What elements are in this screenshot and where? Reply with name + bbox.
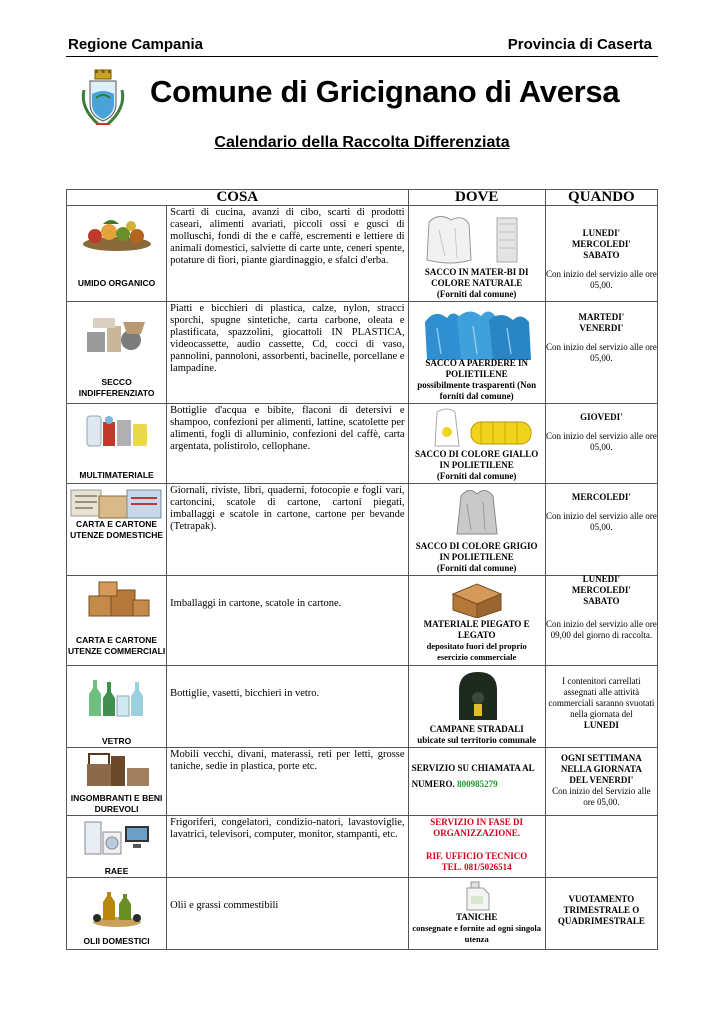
- where-text: [411, 358, 543, 402]
- category-cell: [67, 404, 167, 484]
- description-cell: [167, 302, 408, 404]
- white-bag-icon: [417, 210, 537, 266]
- page-header: [66, 36, 658, 57]
- jerrycan-icon: [463, 880, 493, 912]
- mixed-waste-icon: [81, 312, 153, 356]
- category-label: INGOMBRANTI E BENI DUREVOLI: [70, 793, 163, 814]
- where-text: [411, 541, 543, 574]
- table-row: [67, 302, 658, 404]
- description-text: Bottiglie d'acqua e bibite, flaconi di detersivi e shampoo, confezioni per alimenti, lattine, scatolette per alimenti, fogli di alluminio, confezioni del caffè, carta argentata, polistirolo, cellophane.: [170, 405, 405, 452]
- where-note: (Forniti dal comune): [436, 563, 517, 573]
- description-cell: [167, 816, 408, 878]
- when-note: Con inizio del servizio alle ore 05,00.: [546, 511, 657, 532]
- where-main: SACCO DI COLORE GRIGIO IN POLIETILENE: [415, 541, 538, 562]
- where-main: CAMPANE STRADALI: [429, 724, 524, 734]
- description-text: Bottiglie, vasetti, bicchieri in vetro.: [170, 688, 320, 699]
- category-label: CARTA E CARTONE UTENZE DOMESTICHE: [70, 519, 164, 540]
- cardboard-bundle-icon: [449, 580, 505, 618]
- description-text: Piatti e bicchieri di plastica, calze, nylon, stracci sporchi, spugne sintetiche, carta carbone, oleata e plastificata, spazzolini, giocattoli IN PLASTICA, videocassette, audio cassette, Cd, cocci di vaso, pannolini, pannoloni, assorbenti, bacinelle, porcellane e lampadine.: [170, 303, 405, 374]
- table-row: [67, 576, 658, 666]
- table-row: [67, 878, 658, 950]
- where-note: consegnate e fornite ad ogni singola utenza: [412, 923, 542, 944]
- where-cell: [408, 484, 545, 576]
- where-note: (Forniti dal comune): [436, 289, 517, 299]
- description-text: Olii e grassi commestibili: [170, 900, 279, 911]
- where-number: 800985279: [457, 779, 498, 789]
- where-cell: [408, 206, 545, 302]
- oil-bottles-icon: [81, 890, 153, 928]
- description-text: Frigoriferi, congelatori, condizio-natori, lavastoviglie, lavatrici, televisori, computer, monitor, stampanti, etc.: [170, 817, 405, 840]
- category-cell: [67, 302, 167, 404]
- when-days: MERCOLEDI': [571, 492, 631, 502]
- when-cell: [545, 666, 657, 748]
- when-note: Con inizio del servizio alle ore 09,00 del giorno di raccolta.: [546, 619, 657, 640]
- column-header-quando: QUANDO: [545, 190, 657, 206]
- grey-bag-icon: [453, 486, 501, 536]
- column-header-cosa: COSA: [67, 190, 409, 206]
- category-label: VETRO: [101, 736, 132, 746]
- category-cell: [67, 206, 167, 302]
- when-cell: [545, 484, 657, 576]
- collection-calendar-table: [66, 189, 658, 950]
- blue-bags-icon: [423, 304, 533, 362]
- when-cell: [545, 878, 657, 950]
- province-label: Provincia di Caserta: [507, 36, 652, 53]
- where-text: [411, 619, 543, 663]
- table-header-row: [67, 190, 658, 206]
- where-text: [409, 748, 545, 792]
- category-cell: [67, 878, 167, 950]
- category-label: SECCO INDIFFERENZIATO: [78, 377, 155, 398]
- where-cell: [408, 878, 545, 950]
- when-cell: [545, 302, 657, 404]
- where-cell: [408, 748, 545, 816]
- where-note: (Forniti dal comune): [436, 471, 517, 481]
- region-label: Regione Campania: [68, 36, 204, 53]
- when-note: Con inizio del servizio alle ore 05,00.: [546, 342, 657, 363]
- when-days: GIOVEDI': [580, 412, 623, 422]
- when-days: LUNEDI: [583, 720, 619, 730]
- category-cell: [67, 816, 167, 878]
- where-text: [411, 724, 543, 746]
- when-days: LUNEDI' MERCOLEDI' SABATO: [571, 574, 631, 606]
- multimaterial-icon: [81, 410, 153, 448]
- description-cell: [167, 404, 408, 484]
- table-row: [67, 206, 658, 302]
- description-cell: [167, 878, 408, 950]
- when-days: VUOTAMENTO TRIMESTRALE O QUADRIMESTRALE: [557, 894, 645, 926]
- appliances-icon: [81, 818, 153, 856]
- when-days: LUNEDI' MERCOLEDI' SABATO: [571, 228, 631, 260]
- when-days: OGNI SETTIMANA NELLA GIORNATA DEL VENERDI': [560, 753, 642, 785]
- organic-waste-icon: [81, 214, 153, 252]
- category-label: MULTIMATERIALE: [79, 470, 154, 480]
- where-main: SERVIZIO IN FASE DI ORGANIZZAZIONE.: [430, 817, 524, 838]
- where-text: [411, 912, 543, 945]
- glass-bottles-icon: [81, 676, 153, 718]
- where-main: SACCO IN MATER-BI DI COLORE NATURALE: [424, 267, 529, 288]
- description-cell: [167, 748, 408, 816]
- when-cell: [545, 206, 657, 302]
- when-cell: [545, 404, 657, 484]
- when-note: Con inizio del Servizio alle ore 05,00.: [552, 786, 651, 807]
- where-cell: [408, 302, 545, 404]
- when-days: MARTEDI' VENERDI': [578, 312, 625, 333]
- when-note: Con inizio del servizio alle ore 05,00.: [546, 431, 657, 452]
- table-row: [67, 748, 658, 816]
- where-main: SERVIZIO SU CHIAMATA AL NUMERO.: [411, 763, 535, 789]
- where-text: [411, 267, 543, 300]
- description-text: Giornali, riviste, libri, quaderni, fotocopie e fogli vari, cartoncini, scatole di cartone, cartoni piegati, imballaggi e scatole in cartone, cartone per bevande (Tetrapak).: [170, 485, 405, 532]
- description-text: Mobili vecchi, divani, materassi, reti per letti, grosse taniche, sedie in plastica, porte etc.: [170, 749, 405, 772]
- where-main: SACCO A PAERDERE IN POLIETILENE: [425, 358, 528, 379]
- when-cell: [545, 816, 657, 878]
- table-row: [67, 666, 658, 748]
- bell-bin-icon: [453, 668, 503, 724]
- category-label: UMIDO ORGANICO: [77, 278, 156, 288]
- yellow-bags-icon: [433, 406, 533, 450]
- category-label: RAEE: [104, 866, 129, 876]
- page-title: Comune di Gricignano di Aversa: [150, 74, 620, 109]
- boxes-icon: [81, 578, 153, 616]
- where-cell: [408, 404, 545, 484]
- where-note: RIF. UFFICIO TECNICO TEL. 081/5026514: [426, 851, 528, 872]
- when-note: Con inizio del servizio alle ore 05,00.: [546, 269, 657, 290]
- where-text: [411, 449, 543, 482]
- table-row: [67, 404, 658, 484]
- column-header-dove: DOVE: [408, 190, 545, 206]
- page-subtitle: Calendario della Raccolta Differenziata: [214, 134, 510, 151]
- description-cell: [167, 666, 408, 748]
- where-main: MATERIALE PIEGATO E LEGATO: [423, 619, 530, 640]
- when-cell: [545, 748, 657, 816]
- description-cell: [167, 484, 408, 576]
- table-row: [67, 816, 658, 878]
- where-cell: [408, 666, 545, 748]
- description-text: Imballaggi in cartone, scatole in cartone.: [170, 598, 342, 609]
- table-row: [67, 484, 658, 576]
- description-cell: [167, 206, 408, 302]
- category-label: CARTA E CARTONE UTENZE COMMERCIALI: [67, 635, 166, 656]
- where-note: depositato fuori del proprio esercizio commerciale: [426, 641, 527, 662]
- where-main: SACCO DI COLORE GIALLO IN POLIETILENE: [415, 449, 539, 470]
- where-cell: [408, 816, 545, 878]
- when-cell: [545, 576, 657, 666]
- category-label: OLII DOMESTICI: [83, 936, 150, 946]
- where-main: TANICHE: [456, 912, 498, 922]
- category-cell: [67, 484, 167, 576]
- description-cell: [167, 576, 408, 666]
- category-cell: [67, 666, 167, 748]
- bulky-waste-icon: [81, 750, 153, 788]
- category-cell: [67, 748, 167, 816]
- where-note: possibilmente trasparenti (Non forniti dal comune): [417, 380, 537, 401]
- category-cell: [67, 576, 167, 666]
- where-cell: [408, 576, 545, 666]
- where-note: ubicate sul territorio comunale: [417, 735, 537, 745]
- description-text: Scarti di cucina, avanzi di cibo, scarti di prodotti caseari, alimenti avariati, piccoli ossi e gusci di molluschi, fondi di the e caffè, escrementi e lettiere di animali domestici, salviette di carte unte, ceneri spente, potature di fiori, piante giardinaggio, e sfalci d'erba.: [170, 207, 405, 266]
- when-note: I contenitori carrellati assegnati alle attività commerciali saranno svuotati nella giornata del: [548, 676, 655, 719]
- crest-icon: [78, 68, 128, 130]
